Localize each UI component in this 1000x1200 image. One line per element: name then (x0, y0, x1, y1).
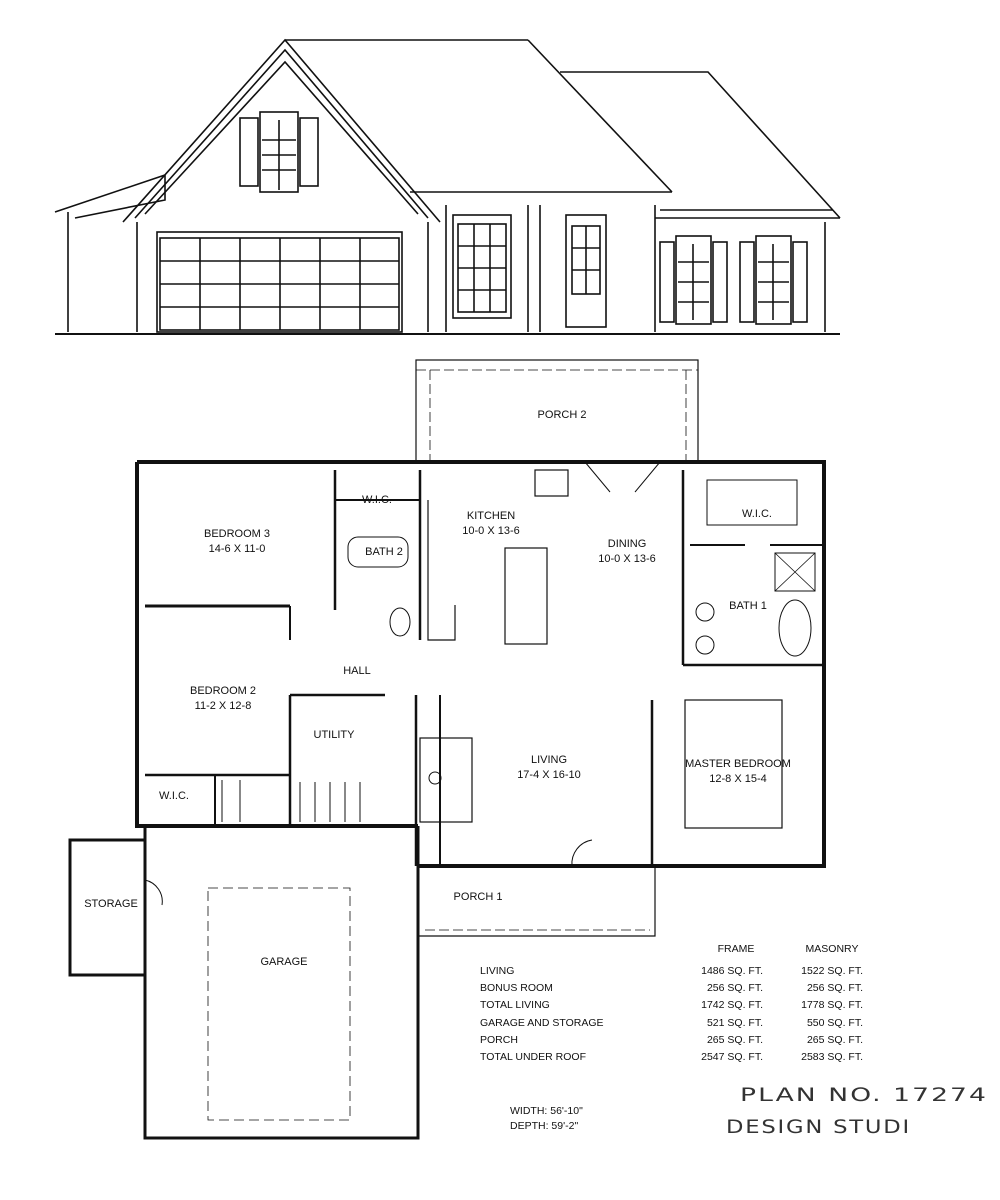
bedroom2-label: BEDROOM 2 (189, 685, 257, 697)
bedroom3-label: BEDROOM 3 (203, 528, 271, 540)
table-row-frame: 2547 SQ. FT. (701, 1051, 763, 1063)
porch2-label: PORCH 2 (537, 409, 587, 421)
front-elevation (55, 40, 840, 334)
dining-dimensions: 10-0 X 13-6 (598, 553, 656, 565)
table-row-frame: 265 SQ. FT. (706, 1034, 763, 1046)
width-dimension: WIDTH: 56'-10" (510, 1105, 583, 1117)
kitchen-label: KITCHEN (466, 510, 516, 522)
hall-label: HALL (343, 665, 371, 677)
storage-label: STORAGE (84, 898, 138, 910)
table-row-masonry: 550 SQ. FT. (806, 1017, 863, 1029)
table-row-masonry: 1522 SQ. FT. (801, 965, 863, 977)
depth-dimension: DEPTH: 59'-2" (510, 1120, 579, 1132)
dining-label: DINING (607, 538, 647, 550)
living-label: LIVING (530, 754, 568, 766)
table-row-masonry: 265 SQ. FT. (806, 1034, 863, 1046)
wic-bed2-label: W.I.C. (159, 790, 189, 802)
table-row-label: TOTAL LIVING (480, 999, 550, 1011)
area-table (480, 943, 863, 1063)
kitchen-dimensions: 10-0 X 13-6 (462, 525, 520, 537)
table-row-masonry: 2583 SQ. FT. (801, 1051, 863, 1063)
table-row-masonry: 256 SQ. FT. (806, 982, 863, 994)
porch1-label: PORCH 1 (453, 891, 503, 903)
plan-number: PLAN NO. 17274 (740, 1084, 988, 1106)
wic-master-label: W.I.C. (742, 508, 772, 520)
design-studio-label: DESIGN STUDI (726, 1116, 911, 1138)
bath1-label: BATH 1 (729, 600, 767, 612)
table-row-label: TOTAL UNDER ROOF (480, 1051, 586, 1063)
master-bedroom-dimensions: 12-8 X 15-4 (709, 773, 767, 785)
table-row-masonry: 1778 SQ. FT. (801, 999, 863, 1011)
table-row-frame: 521 SQ. FT. (706, 1017, 763, 1029)
wic-top-label: W.I.C. (362, 494, 392, 506)
bedroom3-dimensions: 14-6 X 11-0 (208, 543, 266, 555)
table-header-masonry: MASONRY (805, 943, 859, 955)
garage-label: GARAGE (260, 956, 308, 968)
master-bedroom-label: MASTER BEDROOM (685, 758, 791, 770)
table-row-frame: 1486 SQ. FT. (701, 965, 763, 977)
table-row-frame: 1742 SQ. FT. (701, 999, 763, 1011)
living-dimensions: 17-4 X 16-10 (517, 769, 581, 781)
table-row-label: BONUS ROOM (480, 982, 553, 994)
table-row-label: PORCH (480, 1034, 518, 1046)
table-row-label: LIVING (480, 965, 515, 977)
table-row-label: GARAGE AND STORAGE (480, 1017, 604, 1029)
plan-notes (510, 1084, 988, 1138)
bath2-label: BATH 2 (365, 546, 403, 558)
room-labels (84, 409, 791, 968)
table-header-frame: FRAME (717, 943, 755, 955)
table-row-frame: 256 SQ. FT. (706, 982, 763, 994)
bedroom2-dimensions: 11-2 X 12-8 (194, 700, 252, 712)
utility-label: UTILITY (313, 729, 355, 741)
